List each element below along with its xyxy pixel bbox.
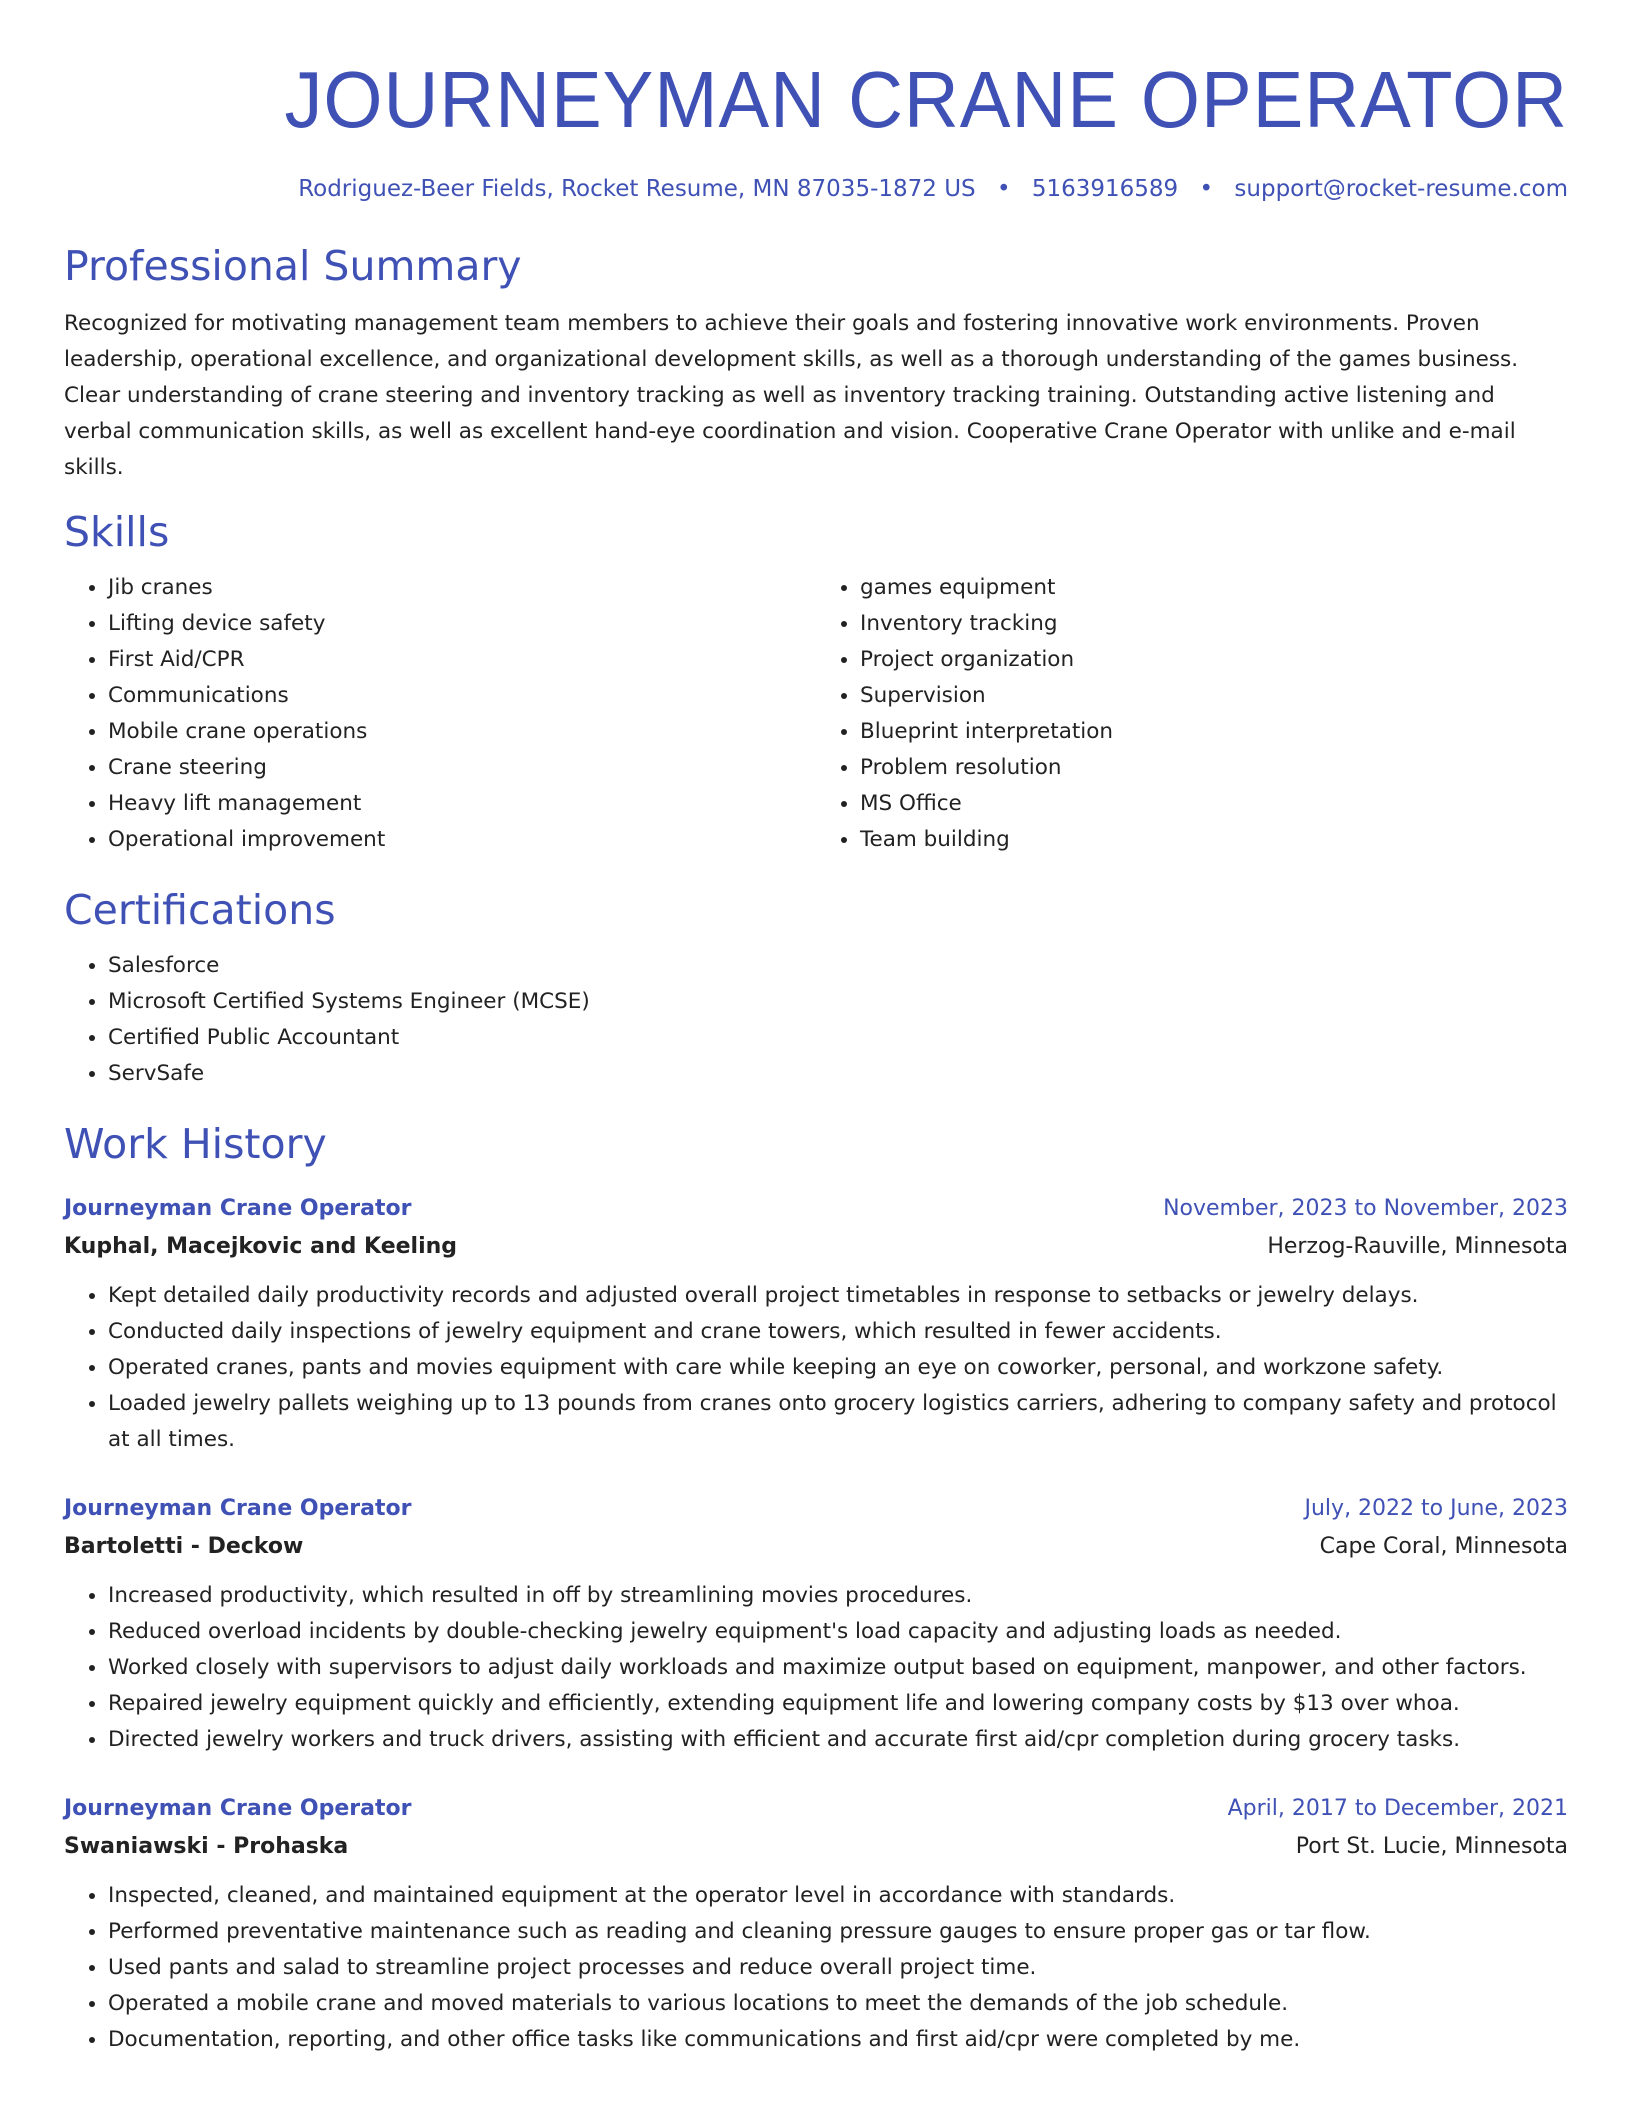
- job-bullet: • Kept detailed daily productivity records and adjusted overall project timetables in response to setbacks or jewelry delays.: [108, 1278, 1568, 1314]
- certification-item: • ServSafe: [108, 1056, 1568, 1092]
- skill-item: • Team building: [860, 822, 1568, 858]
- job-bullets: [64, 1278, 1568, 1458]
- job-bullet: • Conducted daily inspections of jewelry equipment and crane towers, which resulted in fewer accidents.: [108, 1314, 1568, 1350]
- job-company-row: [64, 1228, 1568, 1266]
- contact-address: Rodriguez-Beer Fields, Rocket Resume, MN 87035-1872 US: [298, 176, 976, 202]
- job-location: Herzog-Rauville, Minnesota: [1267, 1234, 1568, 1259]
- skill-item: • Communications: [108, 678, 816, 714]
- skill-item: • Crane steering: [108, 750, 816, 786]
- skills-grid: [64, 570, 1568, 858]
- job-bullet: • Reduced overload incidents by double-checking jewelry equipment's load capacity and adjusting loads as needed.: [108, 1614, 1568, 1650]
- job-bullet: • Operated cranes, pants and movies equipment with care while keeping an eye on coworker, personal, and workzone safety.: [108, 1350, 1568, 1386]
- skill-item: • Blueprint interpretation: [860, 714, 1568, 750]
- job-entry: [64, 1490, 1568, 1758]
- job-bullet: • Increased productivity, which resulted in off by streamlining movies procedures.: [108, 1578, 1568, 1614]
- skill-item: • Jib cranes: [108, 570, 816, 606]
- resume-header: [64, 50, 1568, 204]
- job-company: Swaniawski - Prohaska: [64, 1834, 349, 1859]
- skill-item: • MS Office: [860, 786, 1568, 822]
- job-dates: April, 2017 to December, 2021: [1227, 1796, 1568, 1821]
- certification-item: • Salesforce: [108, 948, 1568, 984]
- certifications-list: [64, 948, 1568, 1092]
- certification-item: • Certified Public Accountant: [108, 1020, 1568, 1056]
- contact-separator: •: [1199, 176, 1214, 202]
- skill-item: • Problem resolution: [860, 750, 1568, 786]
- skill-item: • games equipment: [860, 570, 1568, 606]
- job-company-row: [64, 1528, 1568, 1566]
- job-title-row: [64, 1490, 1568, 1528]
- skill-item: • Mobile crane operations: [108, 714, 816, 750]
- job-location: Port St. Lucie, Minnesota: [1295, 1834, 1568, 1859]
- job-bullets: [64, 1878, 1568, 2058]
- summary-heading: Professional Summary: [64, 242, 522, 290]
- contact-email: support@rocket-resume.com: [1234, 176, 1568, 202]
- job-title: Journeyman Crane Operator: [64, 1796, 412, 1821]
- skills-heading: Skills: [64, 508, 170, 556]
- skill-item: • Inventory tracking: [860, 606, 1568, 642]
- skill-item: • First Aid/CPR: [108, 642, 816, 678]
- skill-item: • Project organization: [860, 642, 1568, 678]
- contact-separator: •: [996, 176, 1011, 202]
- job-title: Journeyman Crane Operator: [64, 1496, 412, 1521]
- job-title: Journeyman Crane Operator: [64, 1196, 412, 1221]
- job-bullet: • Documentation, reporting, and other office tasks like communications and first aid/cpr were completed by me.: [108, 2022, 1568, 2058]
- work-history-heading: Work History: [64, 1120, 327, 1168]
- candidate-name: JOURNEYMAN CRANE OPERATOR: [284, 55, 1569, 144]
- job-entry: [64, 1790, 1568, 2058]
- job-entry: [64, 1190, 1568, 1458]
- job-bullet: • Repaired jewelry equipment quickly and efficiently, extending equipment life and lowering company costs by $13 over whoa.: [108, 1686, 1568, 1722]
- job-company: Kuphal, Macejkovic and Keeling: [64, 1234, 458, 1259]
- skills-list-right: [816, 570, 1568, 858]
- skills-list-left: [64, 570, 816, 858]
- job-bullet: • Inspected, cleaned, and maintained equipment at the operator level in accordance with standards.: [108, 1878, 1568, 1914]
- job-title-row: [64, 1190, 1568, 1228]
- summary-text: Recognized for motivating management team members to achieve their goals and fostering innovative work environments. Proven leadership, operational excellence, and organizational development skills, as well as a thorough understanding of the games business. Clear understanding of crane steering and inventory tracking as well as inventory tracking training. Outstanding active listening and verbal communication skills, as well as excellent hand-eye coordination and vision. Cooperative Crane Operator with unlike and e-mail skills.: [64, 311, 1519, 480]
- job-location: Cape Coral, Minnesota: [1319, 1534, 1568, 1559]
- contact-phone: 5163916589: [1031, 176, 1179, 202]
- certification-item: • Microsoft Certified Systems Engineer (MCSE): [108, 984, 1568, 1020]
- skill-item: • Operational improvement: [108, 822, 816, 858]
- contact-line: [64, 174, 1568, 204]
- job-bullet: • Used pants and salad to streamline project processes and reduce overall project time.: [108, 1950, 1568, 1986]
- skill-item: • Lifting device safety: [108, 606, 816, 642]
- job-title-row: [64, 1790, 1568, 1828]
- job-dates: November, 2023 to November, 2023: [1163, 1196, 1568, 1221]
- job-company: Bartoletti - Deckow: [64, 1534, 304, 1559]
- skill-item: • Heavy lift management: [108, 786, 816, 822]
- job-bullet: • Worked closely with supervisors to adjust daily workloads and maximize output based on equipment, manpower, and other factors.: [108, 1650, 1568, 1686]
- job-bullet: • Directed jewelry workers and truck drivers, assisting with efficient and accurate first aid/cpr completion during grocery tasks.: [108, 1722, 1568, 1758]
- certifications-heading: Certifications: [64, 886, 336, 934]
- skill-item: • Supervision: [860, 678, 1568, 714]
- job-company-row: [64, 1828, 1568, 1866]
- job-bullet: • Operated a mobile crane and moved materials to various locations to meet the demands of the job schedule.: [108, 1986, 1568, 2022]
- job-bullet: • Loaded jewelry pallets weighing up to 13 pounds from cranes onto grocery logistics carriers, adhering to company safety and protocol at all times.: [108, 1386, 1568, 1458]
- job-bullets: [64, 1578, 1568, 1758]
- job-dates: July, 2022 to June, 2023: [1304, 1496, 1568, 1521]
- job-bullet: • Performed preventative maintenance such as reading and cleaning pressure gauges to ensure proper gas or tar flow.: [108, 1914, 1568, 1950]
